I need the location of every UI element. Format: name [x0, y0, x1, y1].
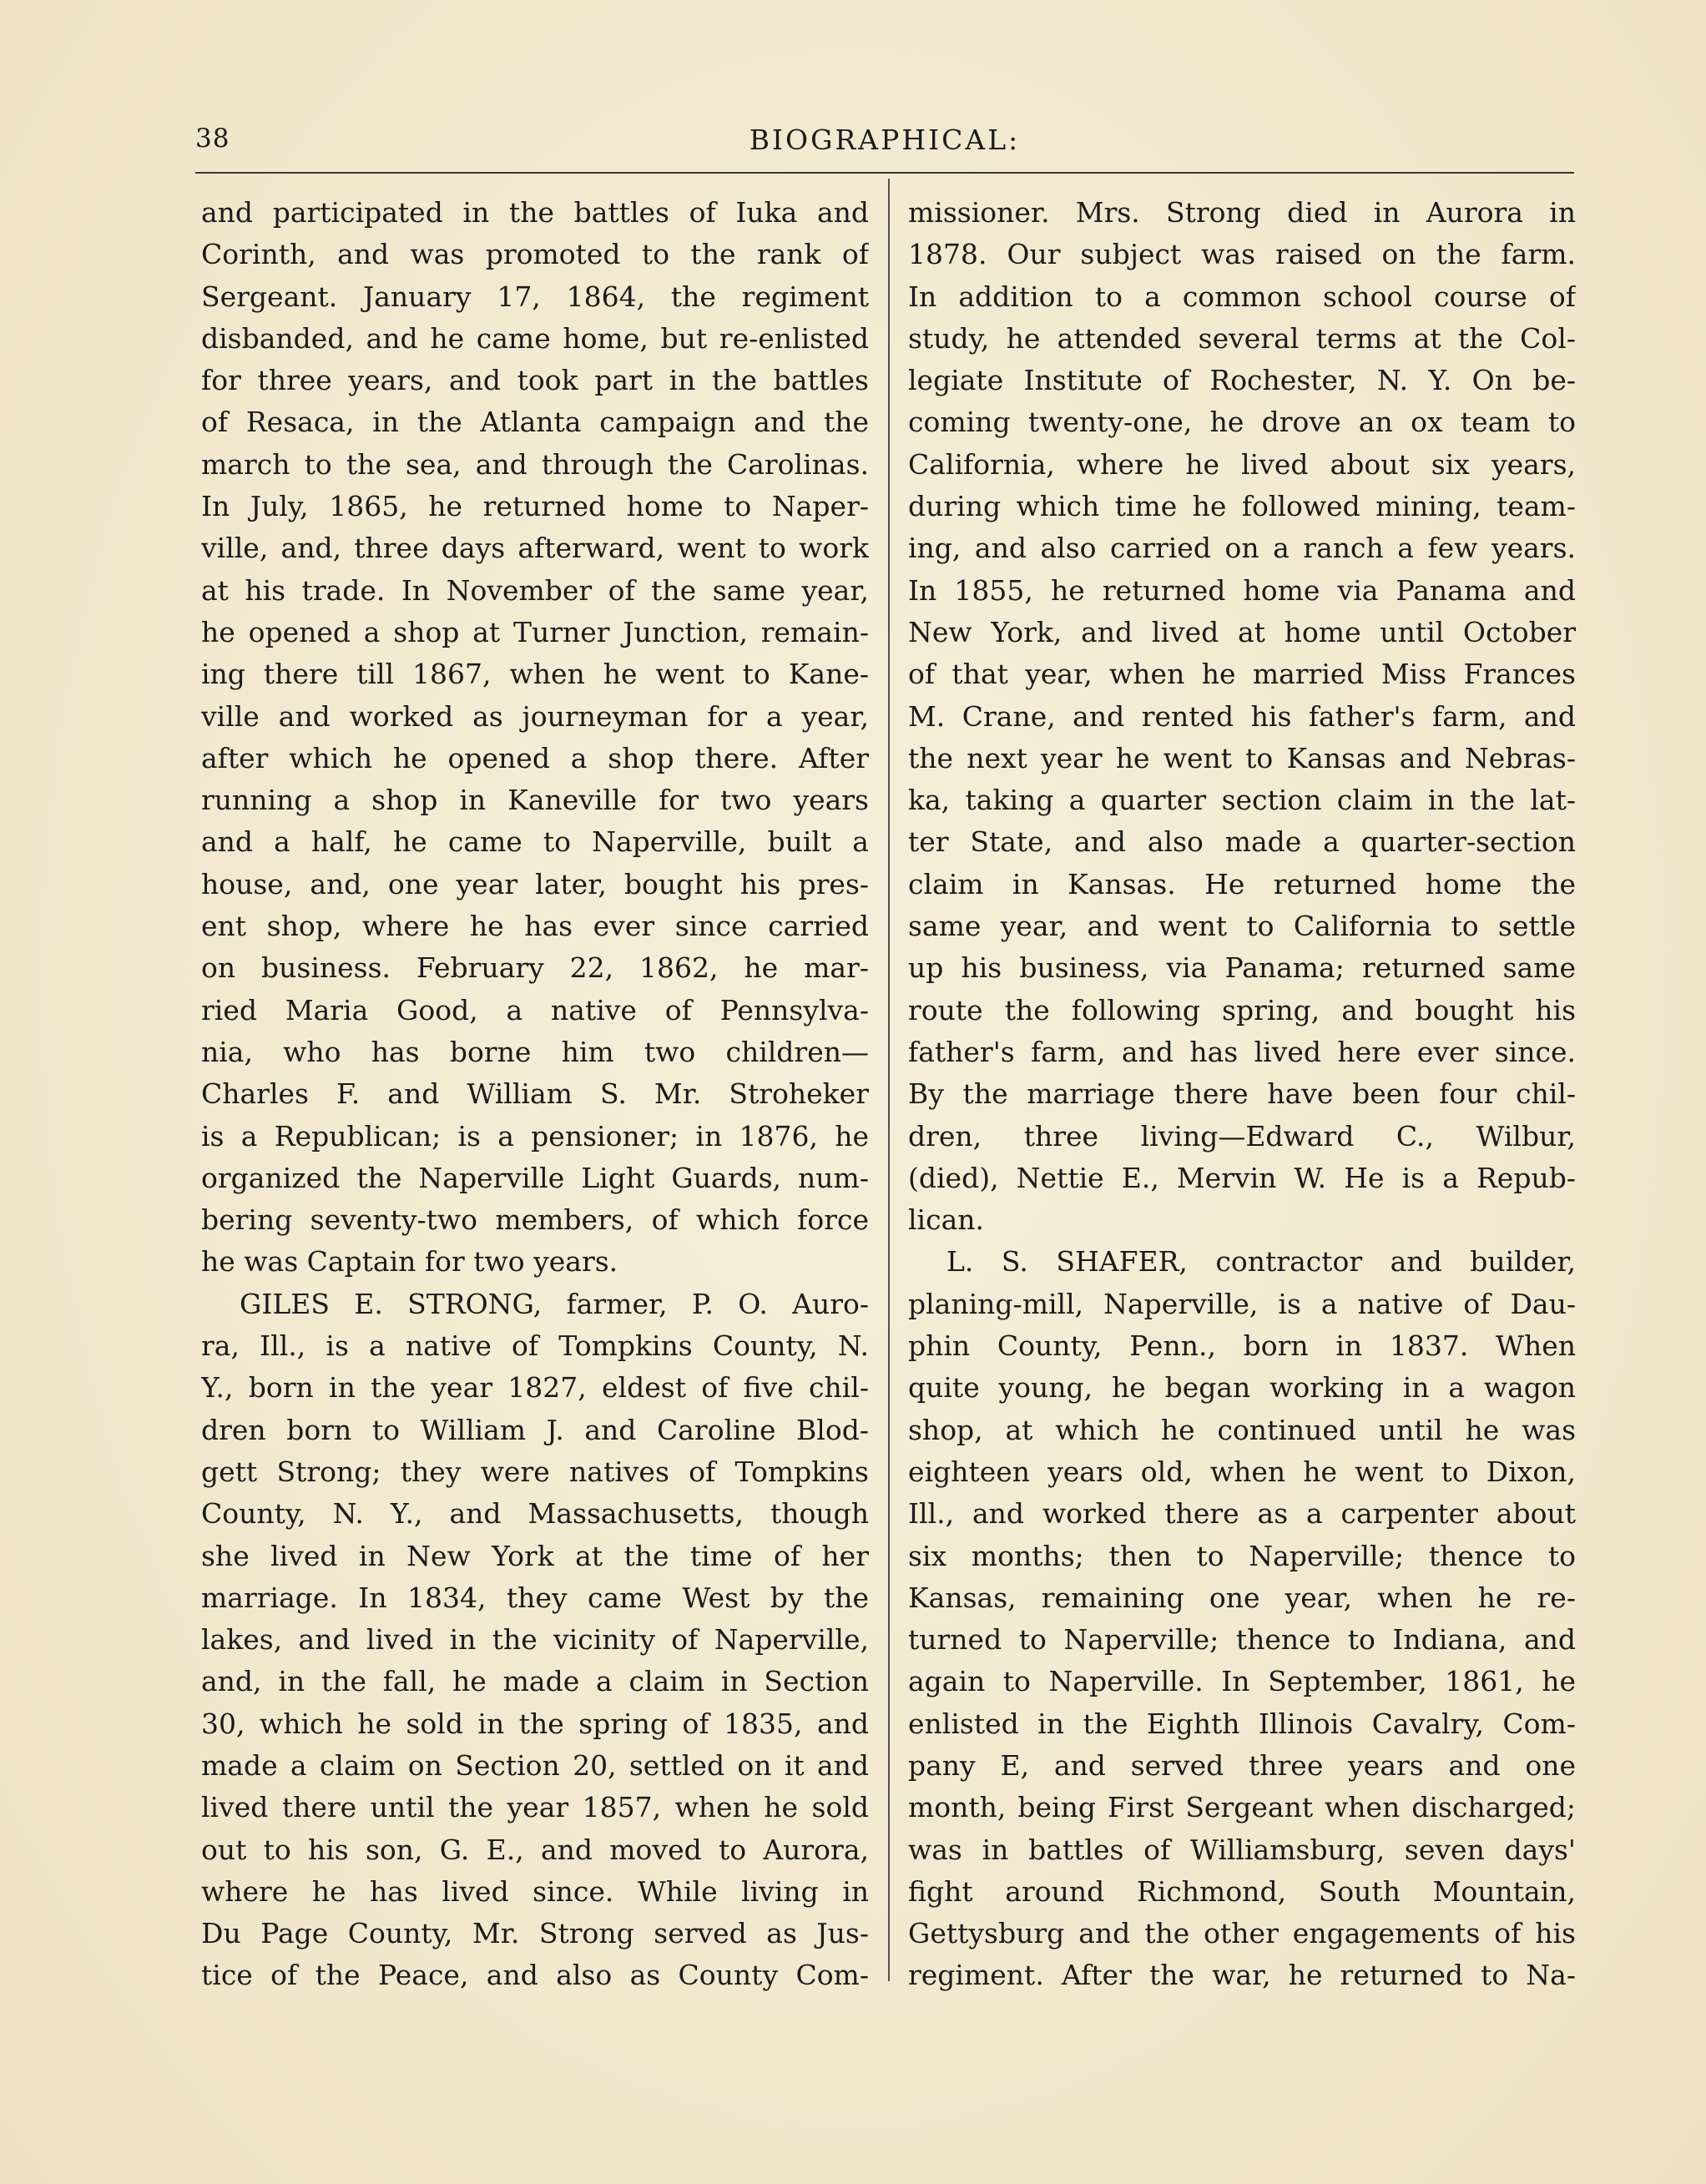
text-line: Ill., and worked there as a carpenter about [908, 1497, 1576, 1531]
text-line: In addition to a common school course of [908, 280, 1576, 313]
text-line: dren born to William J. and Caroline Blod- [201, 1413, 869, 1446]
text-line: ka, taking a quarter section claim in the lat- [908, 784, 1576, 817]
text-line: In 1855, he returned home via Panama and [908, 573, 1576, 607]
text-line: made a claim on Section 20, settled on it and [201, 1748, 869, 1782]
text-line: at his trade. In November of the same year, [201, 573, 869, 607]
text-line: disbanded, and he came home, but re-enlisted [201, 321, 869, 355]
text-line: and, in the fall, he made a claim in Section [201, 1665, 869, 1698]
entry-heading-line: L. S. SHAFER, contractor and builder, [946, 1245, 1576, 1279]
text-line: he opened a shop at Turner Junction, remain- [201, 615, 869, 648]
text-line: and participated in the battles of Iuka and [201, 196, 869, 229]
text-line: 30, which he sold in the spring of 1835, and [201, 1707, 869, 1740]
text-line: for three years, and took part in the battles [201, 364, 869, 397]
text-line: lican. [908, 1203, 985, 1237]
text-line: again to Naperville. In September, 1861, he [908, 1665, 1576, 1698]
text-line: phin County, Penn., born in 1837. When [908, 1329, 1576, 1363]
text-line: of that year, when he married Miss Frances [908, 658, 1576, 691]
text-line: is a Republican; is a pensioner; in 1876, he [201, 1119, 869, 1153]
text-line: ent shop, where he has ever since carried [201, 910, 869, 943]
page-header [195, 115, 1574, 165]
text-line: he was Captain for two years. [201, 1245, 618, 1279]
text-line: Y., born in the year 1827, eldest of five chil- [201, 1371, 869, 1405]
text-line: six months; then to Naperville; thence to [908, 1539, 1576, 1572]
text-line: planing-mill, Naperville, is a native of Dau- [908, 1287, 1576, 1320]
text-line: Gettysburg and the other engagements of his [908, 1917, 1576, 1950]
text-line: month, being First Sergeant when discharged; [908, 1791, 1576, 1824]
text-line: ing there till 1867, when he went to Kane- [201, 658, 869, 691]
text-line: shop, at which he continued until he was [908, 1413, 1576, 1446]
text-line: coming twenty-one, he drove an ox team to [908, 406, 1576, 439]
text-line: By the marriage there have been four chil- [908, 1077, 1576, 1111]
text-line: enlisted in the Eighth Illinois Cavalry, Com- [908, 1707, 1576, 1740]
page-number: 38 [195, 124, 230, 154]
text-line: during which time he followed mining, team- [908, 490, 1576, 523]
text-line: bering seventy-two members, of which force [201, 1203, 869, 1237]
text-line: fight around Richmond, South Mountain, [908, 1874, 1576, 1908]
text-line: Du Page County, Mr. Strong served as Jus- [201, 1917, 869, 1950]
text-line: (died), Nettie E., Mervin W. He is a Repub- [908, 1161, 1576, 1194]
text-line: father's farm, and has lived here ever since. [908, 1035, 1576, 1068]
text-line: and a half, he came to Naperville, built a [201, 825, 869, 859]
text-line: ville and worked as journeyman for a year, [201, 699, 869, 733]
text-line: missioner. Mrs. Strong died in Aurora in [908, 196, 1576, 229]
text-line: marriage. In 1834, they came West by the [201, 1581, 869, 1614]
text-line: tice of the Peace, and also as County Com- [201, 1959, 869, 1992]
text-line: the next year he went to Kansas and Nebras- [908, 741, 1576, 774]
text-line: Sergeant. January 17, 1864, the regiment [201, 280, 869, 313]
text-line: pany E, and served three years and one [908, 1748, 1576, 1782]
text-line: ing, and also carried on a ranch a few years. [908, 532, 1576, 565]
text-line: 1878. Our subject was raised on the farm. [908, 238, 1576, 271]
text-line: after which he opened a shop there. After [201, 741, 869, 774]
text-line: up his business, via Panama; returned same [908, 951, 1576, 985]
text-line: same year, and went to California to settle [908, 910, 1576, 943]
text-line: where he has lived since. While living in [201, 1874, 869, 1908]
text-line: California, where he lived about six years, [908, 447, 1576, 481]
text-line: study, he attended several terms at the Col- [908, 321, 1576, 355]
text-line: of Resaca, in the Atlanta campaign and the [201, 406, 869, 439]
text-line: out to his son, G. E., and moved to Aurora, [201, 1833, 869, 1866]
text-line: she lived in New York at the time of her [201, 1539, 869, 1572]
running-head: BIOGRAPHICAL: [749, 124, 1021, 156]
text-line: gett Strong; they were natives of Tompkins [201, 1455, 869, 1488]
text-line: ville, and, three days afterward, went to work [201, 532, 869, 565]
text-line: claim in Kansas. He returned home the [908, 867, 1576, 900]
text-line: march to the sea, and through the Carolinas. [201, 447, 869, 481]
text-line: nia, who has borne him two children— [201, 1035, 869, 1068]
left-column [201, 192, 869, 1997]
text-line: In July, 1865, he returned home to Naper- [201, 490, 869, 523]
text-line: house, and, one year later, bought his pres- [201, 867, 869, 900]
text-line: County, N. Y., and Massachusetts, though [201, 1497, 869, 1531]
text-line: eighteen years old, when he went to Dixon, [908, 1455, 1576, 1488]
text-line: ra, Ill., is a native of Tompkins County, N. [201, 1329, 869, 1363]
text-line: dren, three living—Edward C., Wilbur, [908, 1119, 1576, 1153]
text-line: ried Maria Good, a native of Pennsylva- [201, 993, 869, 1026]
text-line: Corinth, and was promoted to the rank of [201, 238, 869, 271]
text-line: running a shop in Kaneville for two years [201, 784, 869, 817]
header-rule [195, 172, 1574, 174]
text-line: Charles F. and William S. Mr. Stroheker [201, 1077, 869, 1111]
text-line: organized the Naperville Light Guards, num- [201, 1161, 869, 1194]
text-line: quite young, he began working in a wagon [908, 1371, 1576, 1405]
right-column [908, 192, 1576, 1997]
text-line: lived there until the year 1857, when he sold [201, 1791, 869, 1824]
text-line: route the following spring, and bought his [908, 993, 1576, 1026]
text-line: ter State, and also made a quarter-section [908, 825, 1576, 859]
text-line: Kansas, remaining one year, when he re- [908, 1581, 1576, 1614]
text-line: was in battles of Williamsburg, seven days' [908, 1833, 1576, 1866]
text-line: turned to Naperville; thence to Indiana, and [908, 1623, 1576, 1657]
text-line: New York, and lived at home until October [908, 615, 1576, 648]
entry-heading-line: GILES E. STRONG, farmer, P. O. Auro- [240, 1287, 869, 1320]
text-line: lakes, and lived in the vicinity of Naperville, [201, 1623, 869, 1657]
text-line: regiment. After the war, he returned to Na- [908, 1959, 1576, 1992]
text-line: legiate Institute of Rochester, N. Y. On be- [908, 364, 1576, 397]
text-line: on business. February 22, 1862, he mar- [201, 951, 869, 985]
text-line: M. Crane, and rented his father's farm, and [908, 699, 1576, 733]
column-divider [888, 179, 890, 1981]
